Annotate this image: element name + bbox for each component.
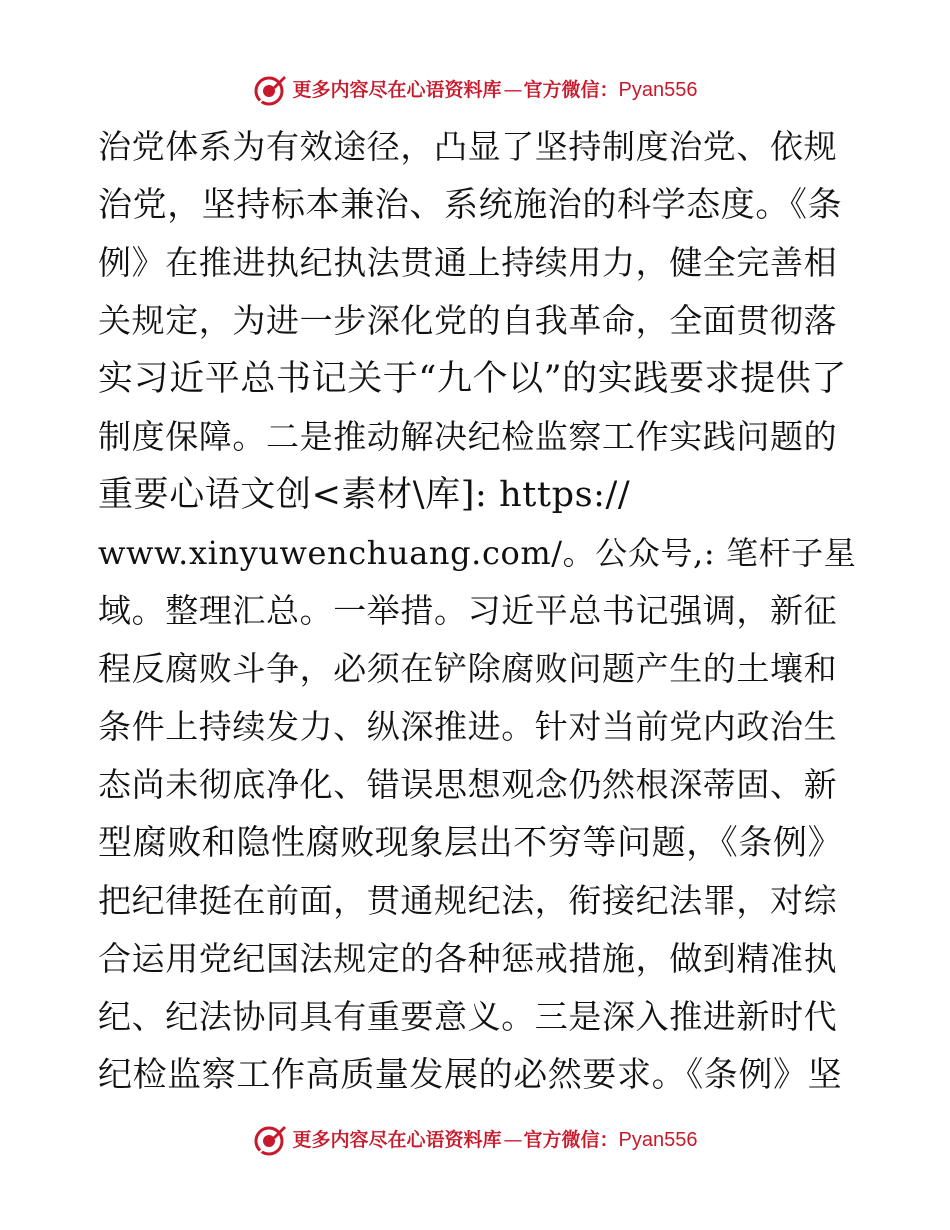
text-line: 实习近平总书记关于“九个以”的实践要求提供了 [98,359,847,399]
text-line: 型腐败和隐性腐败现象层出不穷等问题，《条例》 [98,823,843,863]
text-line: 条件上持续发力、纵深推进。针对当前党内政治生 [98,707,838,746]
banner-dash: — [503,79,522,101]
banner-dash: — [503,1129,522,1151]
body-text [98,118,858,1118]
banner-wechat-label: 官方微信： [523,79,619,101]
footer-banner [0,1120,950,1160]
footer-banner-text [293,1120,698,1160]
brush-pen-logo-icon [253,1123,287,1157]
banner-wechat-id: Pyan556 [618,1129,698,1151]
text-line: 纪检监察工作高质量发展的必然要求。《条例》坚 [98,1055,843,1095]
banner-title: 更多内容尽在心语资料库 [292,79,502,101]
text-line: 制度保障。二是推动解决纪检监察工作实践问题的 [98,417,838,456]
banner-wechat-label: 官方微信： [523,1129,619,1151]
text-line: 态尚未彻底净化、错误思想观念仍然根深蒂固、新 [98,765,838,804]
text-line: 例》在推进执纪执法贯通上持续用力，健全完善相 [98,243,838,282]
text-line: 治党体系为有效途径，凸显了坚持制度治党、依规 [98,127,838,166]
banner-title: 更多内容尽在心语资料库 [292,1129,502,1151]
banner-wechat-id: Pyan556 [618,79,698,101]
text-line: 程反腐败斗争，必须在铲除腐败问题产生的土壤和 [98,649,838,688]
header-banner [0,70,950,110]
text-line: 域。整理汇总。一举措。习近平总书记强调，新征 [98,591,838,630]
text-line: 把纪律挺在前面，贯通规纪法，衔接纪法罪，对综 [98,881,838,920]
text-line: 重要心语文创<素材\库]: https:// [98,475,631,515]
brush-pen-logo-icon [253,73,287,107]
text-line: 纪、纪法协同具有重要意义。三是深入推进新时代 [98,997,838,1036]
header-banner-text [293,70,698,110]
text-line: www.xinyuwenchuang.com/。公众号,: 笔杆子星 [98,534,857,572]
text-line: 合运用党纪国法规定的各种惩戒措施，做到精准执 [98,939,838,978]
text-line: 关规定，为进一步深化党的自我革命，全面贯彻落 [98,301,838,340]
text-line: 治党，坚持标本兼治、系统施治的科学态度。《条 [98,185,843,225]
